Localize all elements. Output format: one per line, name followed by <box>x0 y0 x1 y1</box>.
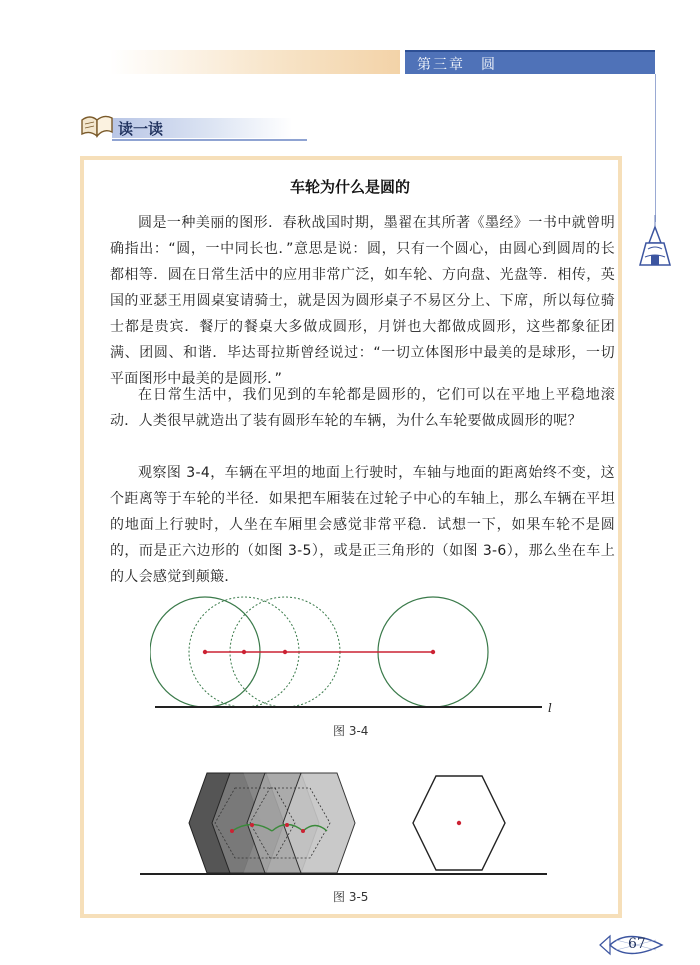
section-underline <box>112 139 307 141</box>
margin-line <box>655 74 656 222</box>
page-number: 67 <box>628 936 646 952</box>
section-label: 读一读 <box>118 120 164 138</box>
tower-ornament-icon <box>636 215 674 275</box>
ground-line-label: l <box>548 701 552 715</box>
figure-3-4-caption: 图 3-4 <box>333 724 369 738</box>
center-point <box>242 650 246 654</box>
chapter-header <box>405 50 655 74</box>
paragraph-2: 在日常生活中，我们见到的车轮都是圆形的，它们可以在平地上平稳地滚动．人类很早就造出了装有圆形车轮的车辆，为什么车轮要做成圆形的呢？ <box>110 387 615 429</box>
center-point <box>230 829 234 833</box>
center-point <box>250 823 254 827</box>
center-point <box>283 650 287 654</box>
figure-3-4 <box>150 590 560 720</box>
header-gradient-bar <box>110 50 400 74</box>
paragraph-1: 圆是一种美丽的图形．春秋战国时期，墨翟在其所著《墨经》一书中就曾明确指出：“圆，一中同长也．”意思是说：圆，只有一个圆心，由圆心到圆周的长都相等．圆在日常生活中的应用非常广泛，如车轮、方向盘、光盘等．相传，英国的亚瑟王用圆桌宴请骑士，就是因为圆形桌子不易区分上、下席，所以每位骑士都是贵宾．餐厅的餐桌大多做成圆形，月饼也大都做成圆形，这些都象征团满、团圆、和谐．毕达哥拉斯曾经说过：“一切立体图形中最美的是球形，一切平面图形中最美的是圆形．” <box>110 215 615 387</box>
center-point <box>457 821 461 825</box>
open-book-icon <box>80 112 114 138</box>
center-point <box>431 650 435 654</box>
center-point <box>301 829 305 833</box>
article-title: 车轮为什么是圆的 <box>289 178 410 196</box>
center-point <box>203 650 207 654</box>
figure-3-5 <box>135 768 555 883</box>
paragraph-3: 观察图 3-4，车辆在平坦的地面上行驶时，车轴与地面的距离始终不变，这个距离等于车轮的半径．如果把车厢装在过轮子中心的车轴上，那么车辆在平坦的地面上行驶时，人坐在车厢里会感觉非常平稳．试想一下，如果车轮不是圆的，而是正六边形的（如图 3-5），或是正三角形的（如图 3-6），那么坐在车上的人会感觉到颠簸． <box>110 465 615 585</box>
center-point <box>285 823 289 827</box>
chapter-title: 第三章 圆 <box>417 57 497 73</box>
figure-3-5-caption: 图 3-5 <box>333 890 369 904</box>
